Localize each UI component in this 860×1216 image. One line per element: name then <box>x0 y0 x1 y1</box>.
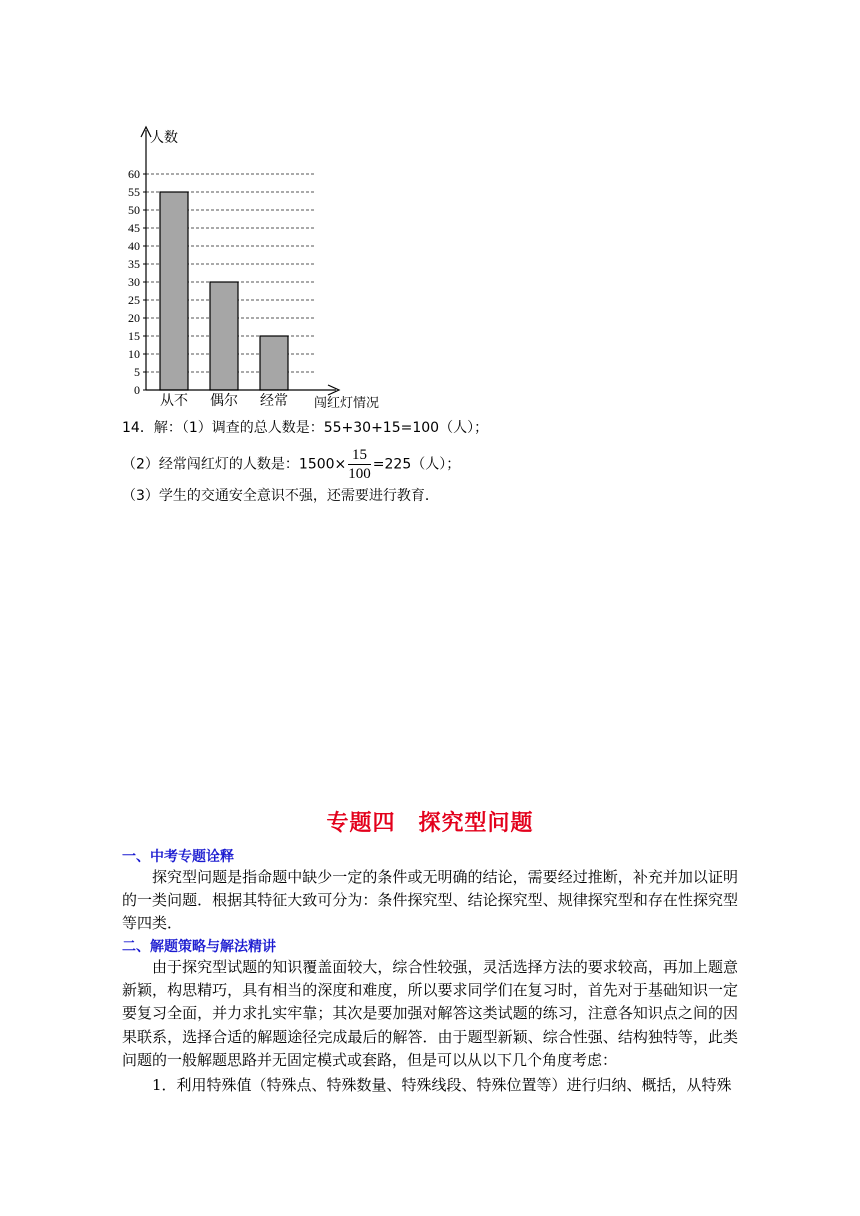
y-tick-label: 35 <box>128 257 140 271</box>
y-tick-label: 60 <box>128 167 140 181</box>
chart-bars <box>160 192 288 390</box>
solution-line-1: 14．解：（1）调查的总人数是：55+30+15=100（人）； <box>122 420 489 436</box>
paragraph-1: 探究型问题是指命题中缺少一定的条件或无明确的结论，需要经过推断，补充并加以证明的一类问题．根据其特征大致可分为：条件探究型、结论探究型、规律探究型和存在性探究型等四类． <box>122 868 738 933</box>
y-tick-label: 40 <box>128 239 140 253</box>
y-tick-labels <box>128 167 146 397</box>
y-tick-label: 10 <box>128 347 140 361</box>
solution-line-2-prefix: （2）经常闯红灯的人数是：1500× <box>122 456 347 473</box>
fraction-numerator: 15 <box>348 446 371 465</box>
paragraph-2: 由于探究型试题的知识覆盖面较大，综合性较强，灵活选择方法的要求较高，再加上题意新颖，构思精巧，具有相当的深度和难度，所以要求同学们在复习时，首先对于基础知识一定要复习全面，并力求扎实牢靠；其次是要加强对解答这类试题的练习，注意各知识点之间的因果联系，选择合适的解题途径完成最后的解答．由于题型新颖、综合性强、结构独特等，此类问题的一般解题思路并无固定模式或套路，但是可以从以下几个角度考虑： <box>122 958 738 1069</box>
section-heading-1: 一、中考专题诠释 <box>122 849 234 865</box>
solution-line-2-suffix: =225（人）； <box>372 456 461 473</box>
topic-title: 专题四 探究型问题 <box>326 811 534 836</box>
paragraph-3: 1．利用特殊值（特殊点、特殊数量、特殊线段、特殊位置等）进行归纳、概括，从特殊 <box>152 1076 732 1094</box>
bar-2 <box>210 282 238 390</box>
y-tick-label: 55 <box>128 185 140 199</box>
bar-chart <box>120 118 410 418</box>
solution-line-2 <box>122 446 460 483</box>
fraction <box>348 446 371 483</box>
y-tick-label: 50 <box>128 203 140 217</box>
y-tick-label: 20 <box>128 311 140 325</box>
y-tick-label: 30 <box>128 275 140 289</box>
x-tick-label: 经常 <box>260 393 288 409</box>
bar-3 <box>260 336 288 390</box>
y-tick-label: 45 <box>128 221 140 235</box>
x-tick-label: 偶尔 <box>210 393 238 409</box>
y-tick-label: 15 <box>128 329 140 343</box>
section-heading-2: 二、解题策略与解法精讲 <box>122 939 276 955</box>
fraction-denominator: 100 <box>348 466 371 482</box>
y-axis-label: 人数 <box>150 130 178 146</box>
x-tick-label: 从不 <box>160 393 188 409</box>
y-tick-label: 25 <box>128 293 140 307</box>
bar-1 <box>160 192 188 390</box>
x-axis-label: 闯红灯情况 <box>314 396 380 411</box>
solution-line-3: （3）学生的交通安全意识不强，还需要进行教育． <box>122 488 439 504</box>
y-tick-label: 0 <box>134 383 140 397</box>
y-tick-label: 5 <box>134 365 140 379</box>
x-tick-labels <box>160 392 288 409</box>
